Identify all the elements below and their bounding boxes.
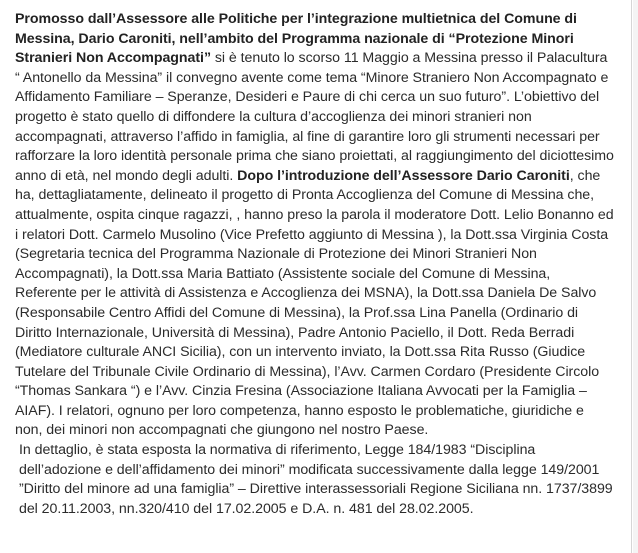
article-body: [15, 10, 615, 519]
paragraph-intro: [15, 10, 615, 441]
body-text: si è tenuto lo scorso 11 Maggio a Messina presso il Palacultura “ Antonello da Messina” il convegno avente come tema “Minore Straniero Non Accompagnato e Affidamento Familiare – Speranze, Desideri e Paure di chi cerca un suo futuro”. L’obiettivo del progetto è stato quello di diffondere la cultura d’accoglienza dei minori stranieri non accompagnati, attraverso l’affido in famiglia, al fine di garantire loro gli strumenti necessari per rafforzare la loro identità personale prima che siano proiettati, al raggiungimento del diciottesimo anno di età, nel mondo degli adulti.: [15, 50, 614, 184]
paragraph-normativa: In dettaglio, è stata esposta la normativa di riferimento, Legge 184/1983 “Disciplina dell’adozione e dell’affidamento dei minori” modificata successivamente dalla legge 149/2001 ”Diritto del minore ad una famiglia” – Direttive interassessoriali Regione Siciliana nn. 1737/3899 del 20.11.2003, nn.320/410 del 17.02.2005 e D.A. n. 481 del 28.02.2005.: [19, 442, 613, 517]
scrollbar-track[interactable]: [633, 0, 638, 553]
bold-lead-text: Promosso dall’Assessore alle Politiche per l’integrazione multietnica del Comune di Messina, Dario Caroniti, nell’ambito del Programma nazionale di “Protezione Minori Stranieri Non Accompagnati”: [15, 11, 577, 67]
bold-introduction-text: Dopo l’introduzione dell’Assessore Dario Caroniti: [237, 167, 570, 184]
body-text-speakers: , che ha, dettagliatamente, delineato il progetto di Pronta Accoglienza del Comune di Messina che, attualmente, ospita cinque ragazzi, , hanno preso la parola il moderatore Dott. Lelio Bonanno ed i relatori Dott. Carmelo Musolino (Vice Prefetto aggiunto di Messina ), la Dott.ssa Virginia Costa (Segretaria tecnica del Programma Nazionale di Protezione dei Minori Stranieri Non Accompagnati), la Dott.ssa Maria Battiato (Assistente sociale del Comune di Messina, Referente per le attività di Assistenza e Accoglienza dei MSNA), la Dott.ssa Daniela De Salvo (Responsabile Centro Affidi del Comune di Messina), la Prof.ssa Lina Panella (Ordinario di Diritto Internazionale, Università di Messina), Padre Antonio Paciello, il Dott. Reda Berradi (Mediatore culturale ANCI Sicilia), con un intervento inviato, la Dott.ssa Rita Russo (Giudice Tutelare del Tribunale Civile Ordinario di Messina), l’Avv. Carmen Cordaro (Presidente Circolo “Thomas Sankara “) e l’Avv. Cinzia Fresina (Associazione Italiana Avvocati per la Famiglia – AIAF). I relatori, ognuno per loro competenza, hanno esposto le problematiche, giuridiche e non, dei minori non accompagnati che giungono nel nostro Paese.: [15, 167, 614, 439]
